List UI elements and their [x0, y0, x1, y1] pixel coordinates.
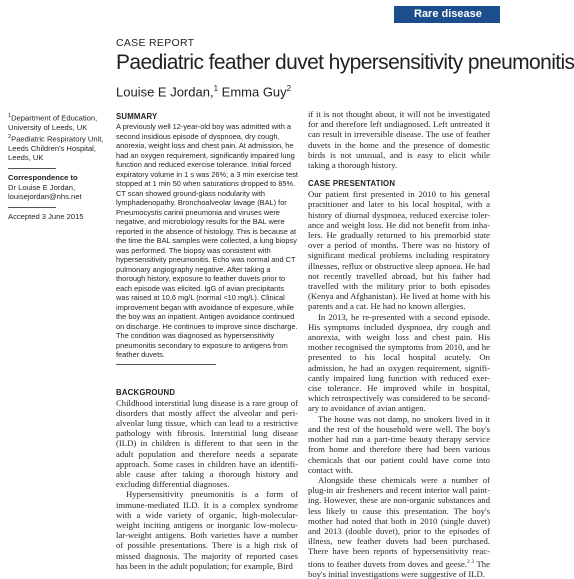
case-paragraph: Our patient first presented in 2010 to his general practitioner and later to his local hospital, with a history of diurnal dyspnoea, reduced exercise toler-ance and weight loss. He did not benefit from inha-lers. He gradually returned to his premorbid state over a period of months. There was no history of significant medical problems including respiratory illnesses, reflux or obstructive sleep apnoea. He had not recently travelled abroad, but his father had travelled with the military prior to both episodes (Kenya and Afghanistan). He lived at home with his parents and a cat. He had no known allergies.	[308, 189, 490, 312]
middle-column	[116, 112, 298, 571]
affiliation-mark: 2	[8, 133, 12, 140]
section-banner: Rare disease	[394, 6, 500, 23]
correspondence-details: Dr Louise E Jordan, louisejordan@nhs.net	[8, 182, 82, 202]
sidebar-divider	[8, 168, 56, 169]
author-affiliation-mark: 1	[213, 84, 219, 93]
affiliation	[8, 112, 104, 133]
continued-paragraph: if it is not thought about, it will not be investigated for and therefore left undiagnosed. Left untreated it can result in irreversible disease. The use of feather duvets in the home and the presence of domestic birds is not unusual, and is easy to elicit while taking a thorough history.	[308, 109, 490, 171]
author-affiliation-mark: 2	[286, 84, 292, 93]
summary-text: A previously well 12-year-old boy was admitted with a second insidious episode of dyspnoea, dry cough, anorexia, weight loss and chest pain. At admission, he had an oxygen requirement, significantly impaired lung function and reduced exercise tolerance. Initial forced expiratory volume in 1 s was 26%; a 3 min exercise test stopped at 1 min 50 when saturations dropped to 85%. CT scan showed ground-glass nodularity with lymphadenopathy. Bronchoalveolar lavage (BAL) for Pneumocystis carinii pneumonia and viruses were negative, and microbiology results for the BAL were reported in the absence of histology. This is because at the time the BAL samples were collected, a lung biopsy was performed. The biopsy was consistent with hypersensitivity pneumonitis. Echo was normal and CT pulmonary angiography negative. After taking a thorough history, exposure to feather duvets prior to each episode was elicited. IgG of avian precipitants was raised at 10.6 mg/L (normal <10 mg/L). Clinical improvement began with avoidance of exposure, while the boy was an inpatient. Antigen avoidance continued on discharge. He continues to improve since discharge. The condition was diagnosed as hypersensitivity pneumonitis secondary to exposure to antigens from feather duvets.	[116, 122, 298, 359]
background-heading: BACKGROUND	[116, 387, 176, 397]
affiliation	[8, 133, 104, 163]
background-paragraph: Hypersensitivity pneumonitis is a form of immune-mediated ILD. It is a complex syndrome with a wide variety of organic, high-molecular-weight inciting antigens or inorganic low-molecu-lar-weight antigens. Both varieties have a number of possible presentations. There is a high risk of missed diagnosis. The majority of reported cases has been in the adult population; for example, Bird	[116, 489, 298, 571]
case-presentation-heading: CASE PRESENTATION	[308, 179, 396, 189]
affiliation-text: Department of Education, University of Leeds, UK	[8, 113, 98, 133]
accepted-date: Accepted 3 June 2015	[8, 211, 84, 221]
article-type-label: CASE REPORT	[116, 37, 195, 49]
author-name: Emma Guy	[218, 84, 287, 100]
case-paragraph-text: Alongside these chemicals were a number of plug-in air fresheners and recent interior wall paint-ing. However, these are non-organic substances and less likely to cause this presentation. The boy's mother had noted that both in 2010 (single duvet) and 2013 (double duvet), prior to the episodes of illness, new feather duvets had been purchased. There have been reports of hypersensitivity reac-tions to feather duvets from doves and geese.	[308, 474, 490, 569]
article-title: Paediatric feather duvet hypersensitivity pneumonitis	[116, 51, 574, 74]
author-line	[116, 84, 291, 99]
affiliation-mark: 1	[8, 113, 12, 119]
affiliation-text: Paediatric Respiratory Unit, Leeds Children's Hospital, Leeds, UK	[8, 134, 104, 163]
right-column	[308, 109, 490, 579]
case-paragraph: In 2013, he re-presented with a second episode. His symptoms included dyspnoea, dry cough and anorexia, with weight loss and chest pain. His mother recognised the symptoms from 2010, and he presented to his local hospital acutely. On admission, he had an oxygen requirement, signifi-cantly impaired lung function with reduced exer-cise tolerance. He improved while in hospital, which retrospectively was considered to be second-ary to avoidance of avian antigen.	[308, 311, 490, 414]
sidebar-divider	[8, 207, 56, 208]
summary-divider	[116, 364, 216, 365]
author-name: Louise E Jordan,	[116, 84, 214, 100]
summary-heading: SUMMARY	[116, 112, 158, 121]
article-sidebar	[8, 112, 104, 221]
correspondence-heading: Correspondence to	[8, 173, 78, 183]
case-paragraph-text: The boy's initial investigations were suggestive of ILD.	[308, 558, 491, 579]
case-paragraph	[308, 475, 490, 579]
citation-mark: 2 3	[466, 558, 475, 565]
case-paragraph: The house was not damp, no smokers lived in it and the rest of the household were well. The boy's mother had run a part-time beauty therapy service from home and therefore there had been various chemicals that our patient could have come into contact with.	[308, 413, 490, 475]
background-paragraph: Childhood interstitial lung disease is a rare group of disorders that mostly affect the alveolar and peri-alveolar lung tissue, which can lead to a restrictive pathology with fibrosis. Interstitial lung disease (ILD) in children is different to that seen in the adult population and therefore needs a separate approach. Some cases in children have an identifi-able cause after taking a thorough history and excluding differential diagnoses.	[116, 397, 298, 490]
